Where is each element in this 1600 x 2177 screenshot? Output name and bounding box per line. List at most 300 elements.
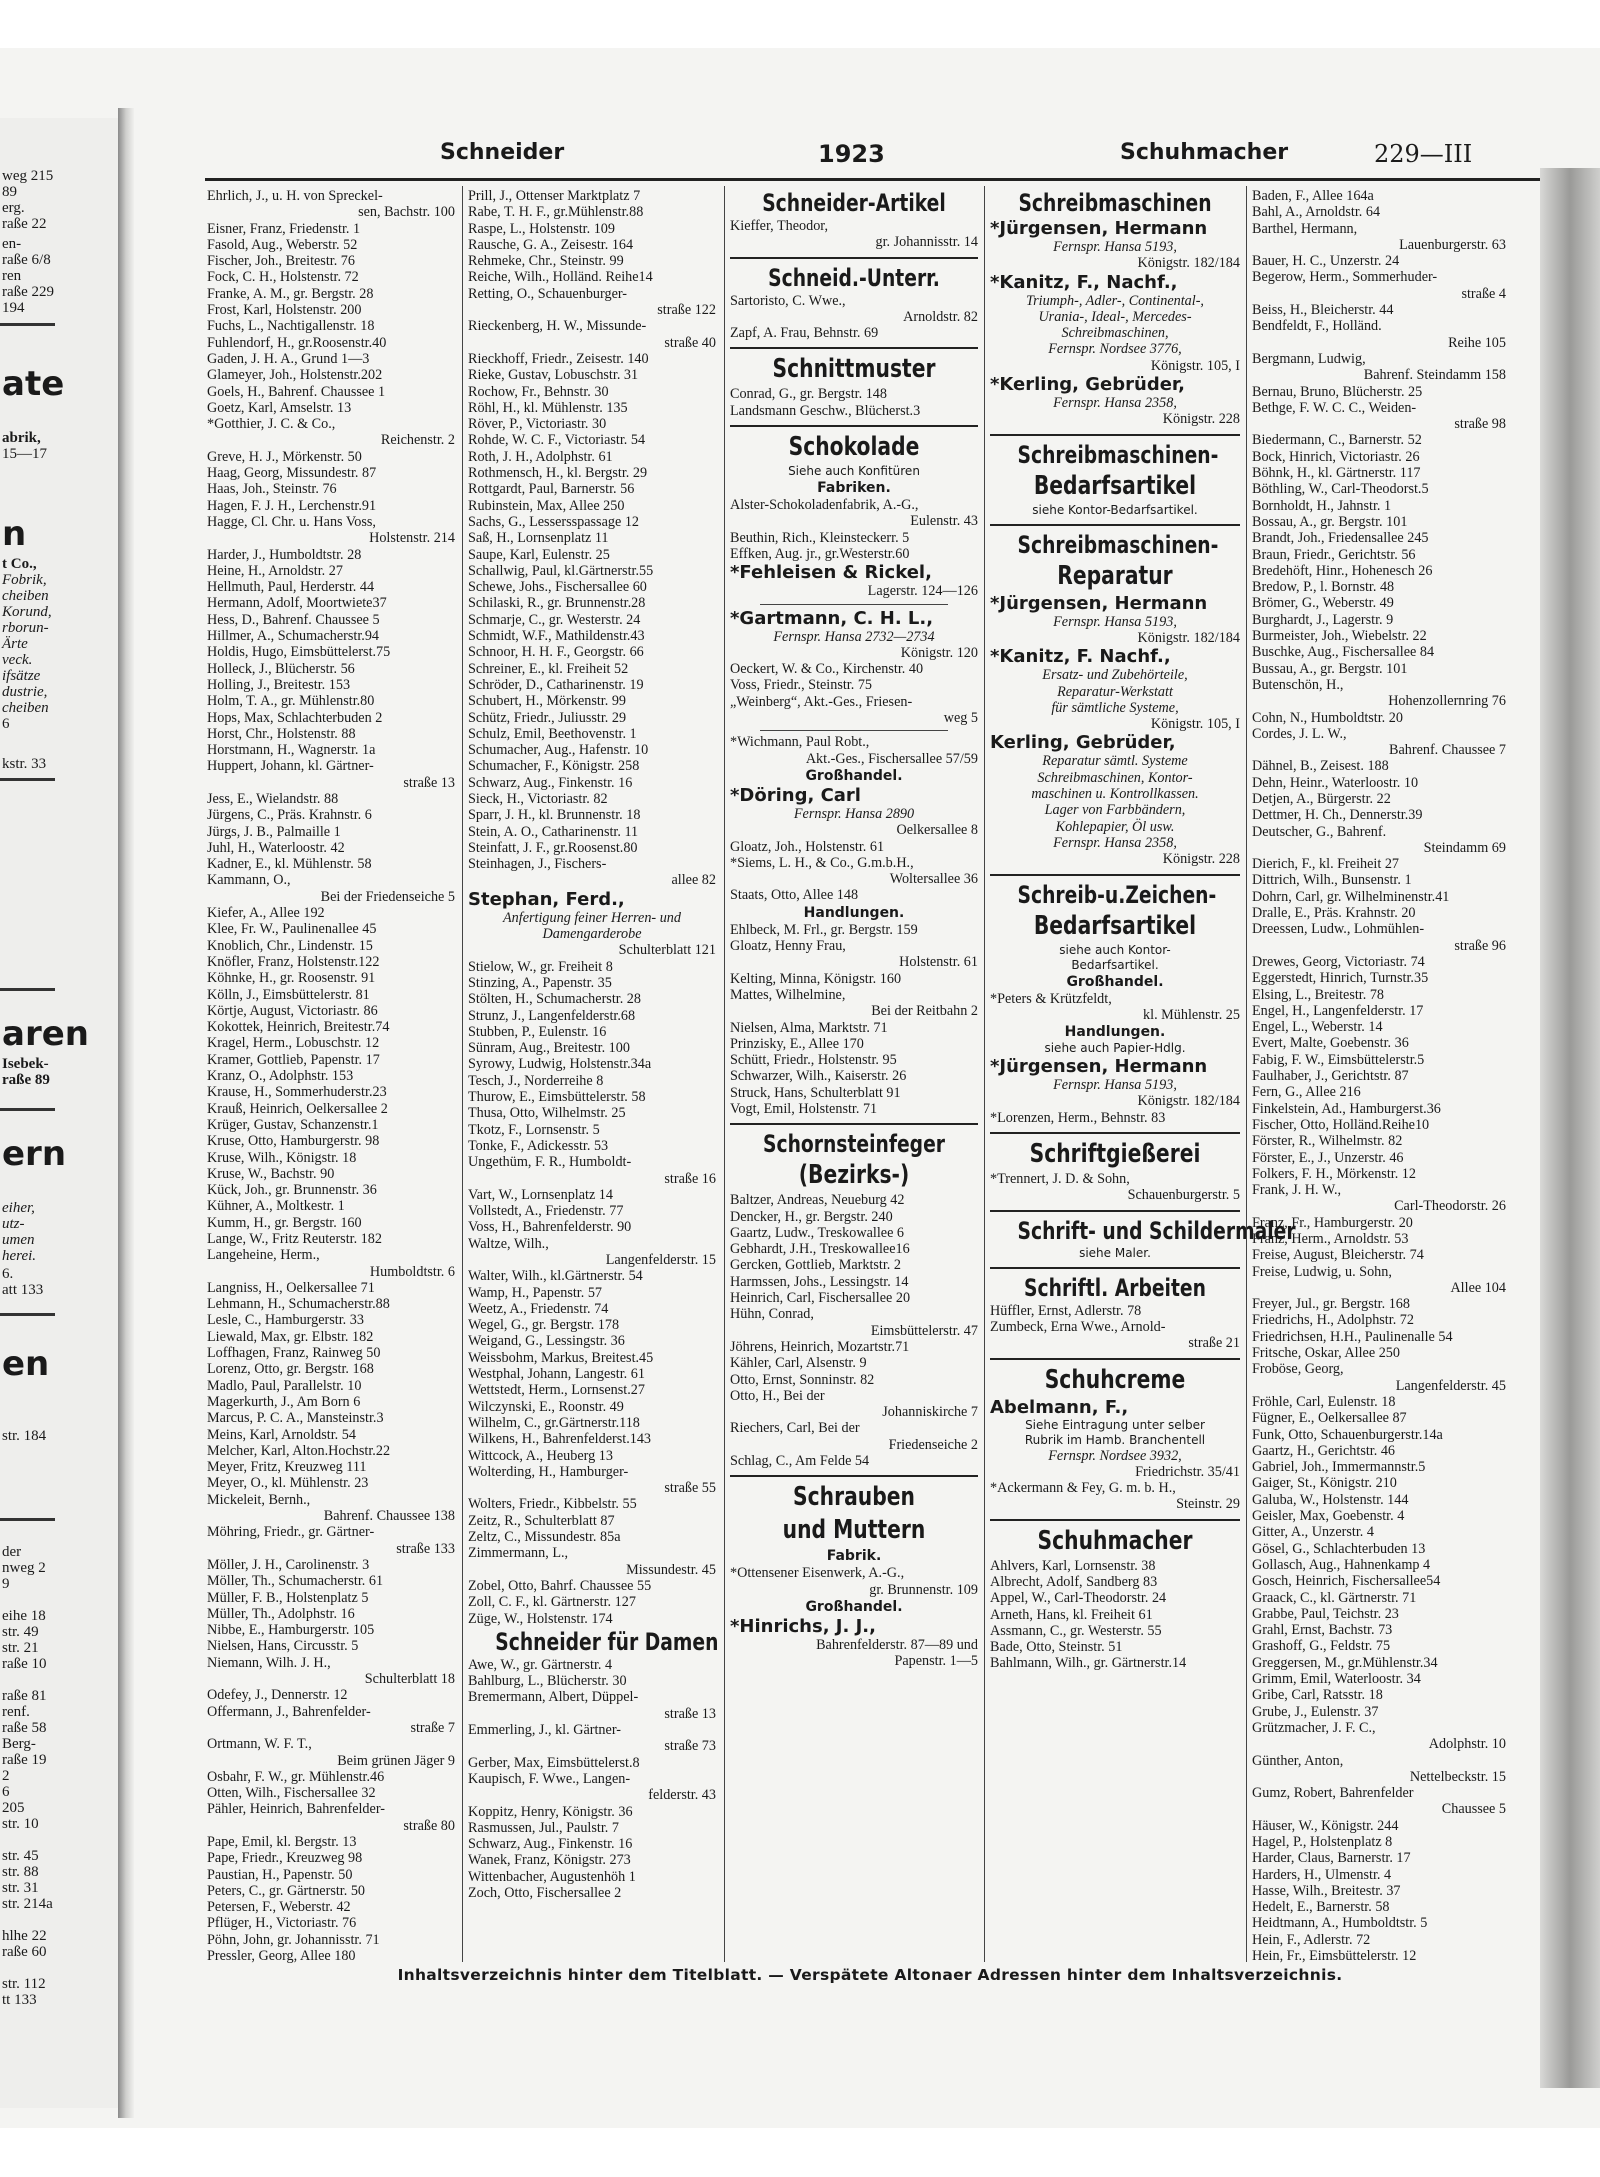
entry-continuation: straße 16 (664, 1170, 716, 1187)
entry-continuation: Lauenburgerstr. 63 (1399, 236, 1506, 253)
directory-entry: Knoblich, Chr., Lindenstr. 15 (207, 937, 373, 954)
directory-entry: Emmerling, J., kl. Gärtner- (468, 1722, 621, 1739)
directory-entry: Deutscher, G., Bahrenf. (1252, 823, 1387, 840)
header-page-number: 229—III (1374, 140, 1473, 168)
directory-entry: Juhl, H., Waterloostr. 42 (207, 839, 345, 856)
left-page-fragment: aren (2, 1014, 89, 1054)
directory-entry: Paustian, H., Papenstr. 50 (207, 1866, 353, 1883)
directory-entry: Vogt, Emil, Holstenstr. 71 (730, 1100, 878, 1117)
directory-entry: Biedermann, C., Barnerstr. 52 (1252, 432, 1422, 449)
directory-entry: Petersen, F., Weberstr. 42 (207, 1899, 351, 1916)
directory-entry: Heinrich, Carl, Fischersallee 20 (730, 1290, 911, 1307)
directory-entry: Holleck, J., Blücherstr. 56 (207, 660, 355, 677)
directory-entry: Hühn, Conrad, (730, 1306, 814, 1323)
directory-entry: Gumz, Robert, Bahrenfelder (1252, 1785, 1414, 1802)
entry-continuation: straße 40 (664, 334, 716, 351)
directory-entry: Sachs, G., Lessersspassage 12 (468, 513, 640, 530)
directory-entry: Grashoff, G., Feldstr. 75 (1252, 1638, 1391, 1655)
directory-entry: Schlag, C., Am Felde 54 (730, 1453, 870, 1470)
column-divider (984, 186, 985, 1962)
directory-entry: Conrad, G., gr. Bergstr. 148 (730, 386, 887, 403)
directory-entry: Meins, Karl, Arnoldstr. 54 (207, 1426, 356, 1443)
entry-continuation: weg 5 (943, 710, 978, 727)
directory-entry: Gercken, Gottlieb, Marktstr. 2 (730, 1257, 901, 1274)
section-rule (990, 524, 1240, 526)
directory-entry: Hasse, Wilh., Breitestr. 37 (1252, 1882, 1401, 1899)
entry-continuation: Nettelbeckstr. 15 (1409, 1768, 1506, 1785)
directory-entry: Fröhle, Carl, Eulenstr. 18 (1252, 1393, 1396, 1410)
directory-entry: Rabe, T. H. F., gr.Mühlenstr.88 (468, 204, 644, 221)
left-page-edge (0, 118, 118, 2108)
left-page-fragment: cheiben (2, 588, 49, 604)
directory-entry: Schmarje, C., gr. Westerstr. 24 (468, 611, 641, 628)
directory-entry: Alster-Schokoladenfabrik, A.-G., (730, 497, 919, 514)
left-page-fragment: raße 81 (2, 1688, 47, 1704)
column-4 (990, 188, 1296, 1961)
directory-entry: Retting, O., Schauenburger- (468, 285, 628, 302)
directory-entry: Thusa, Otto, Wilhelmstr. 25 (468, 1105, 626, 1122)
left-page-fragment: raße 6/8 (2, 252, 51, 268)
featured-entry-name: *Kanitz, F. Nachf., (990, 646, 1171, 668)
directory-entry: Rausche, G. A., Zeisestr. 164 (468, 236, 634, 253)
directory-entry: Grahl, Ernst, Bachstr. 73 (1252, 1622, 1393, 1639)
directory-entry: Haas, Joh., Steinstr. 76 (207, 481, 337, 498)
directory-entry: Bahl, A., Arnoldstr. 64 (1252, 204, 1381, 221)
directory-entry: Niemann, Wilh. J. H., (207, 1654, 331, 1671)
directory-entry: Körtje, August, Victoriastr. 86 (207, 1002, 378, 1019)
directory-entry: Dierich, F., kl. Freiheit 27 (1252, 856, 1400, 873)
directory-entry: Hermann, Adolf, Moortwiete37 (207, 595, 387, 612)
directory-entry: Schwarz, Aug., Finkenstr. 16 (468, 774, 633, 791)
directory-entry: Bossau, A., gr. Bergstr. 101 (1252, 513, 1408, 530)
column-divider (724, 186, 725, 1962)
directory-entry: Fuchs, L., Nachtigallenstr. 18 (207, 318, 375, 335)
entry-continuation: Akt.-Ges., Fischersallee 57/59 (805, 750, 978, 767)
entry-detail: Fernspr. Hansa 2890 (793, 805, 915, 822)
entry-continuation: Bei der Friedenseiche 5 (320, 888, 455, 905)
directory-entry: Häuser, W., Königstr. 244 (1252, 1817, 1399, 1834)
directory-entry: Froböse, Georg, (1252, 1361, 1344, 1378)
section-note: Siehe Eintragung unter selber (1025, 1417, 1205, 1432)
directory-entry: Gebhardt, J.H., Treskowallee16 (730, 1241, 910, 1258)
directory-entry: Engel, H., Langenfelderstr. 17 (1252, 1002, 1424, 1019)
directory-entry: Gaiger, St., Königstr. 210 (1252, 1475, 1397, 1492)
entry-continuation: straße 98 (1454, 416, 1506, 433)
directory-entry: Schmidt, W.F., Mathildenstr.43 (468, 628, 645, 645)
left-page-fragment: tt 133 (2, 1992, 37, 2008)
directory-entry: Sünram, Aug., Breitestr. 100 (468, 1040, 630, 1057)
directory-entry: Schwarzer, Wilh., Kaiserstr. 26 (730, 1068, 907, 1085)
directory-entry: Koppitz, Henry, Königstr. 36 (468, 1803, 633, 1820)
directory-entry: Kühner, A., Moltkestr. 1 (207, 1198, 345, 1215)
directory-entry: *Ackermann & Fey, G. m. b. H., (990, 1480, 1176, 1497)
entry-separator (760, 730, 948, 731)
directory-entry: Offermann, J., Bahrenfelder- (207, 1703, 371, 1720)
directory-entry: Fuhlendorf, H., gr.Roosenstr.40 (207, 334, 387, 351)
directory-entry: Möhring, Friedr., gr. Gärtner- (207, 1524, 375, 1541)
left-page-fragment: 205 (2, 1800, 25, 1816)
directory-entry: Tkotz, F., Lornsenstr. 5 (468, 1121, 600, 1138)
left-page-fragment: eihe 18 (2, 1608, 46, 1624)
directory-entry: Bauer, H. C., Unzerstr. 24 (1252, 253, 1400, 270)
entry-detail: Triumph-, Adler-, Continental-, (1026, 292, 1204, 309)
left-page-fragment: Isebek- (2, 1056, 49, 1072)
section-rule (730, 1475, 978, 1477)
section-heading: Schneider-Artikel (762, 189, 946, 217)
entry-continuation: Schauenburgerstr. 5 (1127, 1187, 1240, 1204)
entry-detail: Fernspr. Nordsee 3932, (1048, 1447, 1182, 1464)
section-rule (730, 257, 978, 259)
directory-entry: Rothmensch, H., kl. Bergstr. 29 (468, 465, 648, 482)
left-page-fragment: str. 214a (2, 1896, 53, 1912)
directory-entry: Hops, Max, Schlachterbuden 2 (207, 709, 383, 726)
directory-entry: Ungethüm, F. R., Humboldt- (468, 1154, 632, 1171)
directory-entry: Fischer, Otto, Holländ.Reihe10 (1252, 1116, 1430, 1133)
left-page-fragment: ate (2, 364, 65, 404)
directory-entry: Hein, F., Adlerstr. 72 (1252, 1931, 1371, 1948)
entry-continuation: Missundestr. 45 (626, 1561, 716, 1578)
featured-entry-name: Abelmann, F., (990, 1396, 1129, 1418)
left-page-fragment: en- (2, 236, 22, 252)
directory-entry: Buschke, Aug., Fischersallee 84 (1252, 644, 1435, 661)
directory-entry: Evert, Malte, Goebenstr. 36 (1252, 1035, 1409, 1052)
directory-entry: Detjen, A., Bürgerstr. 22 (1252, 790, 1391, 807)
section-rule (990, 1132, 1240, 1134)
category-label: Fabrik. (826, 1548, 882, 1565)
directory-entry: Bornholdt, H., Jahnstr. 1 (1252, 497, 1392, 514)
directory-entry: Struck, Hans, Schulterblatt 91 (730, 1084, 901, 1101)
directory-entry: Dähnel, B., Zeisest. 188 (1252, 758, 1389, 775)
directory-entry: Pape, Friedr., Kreuzweg 98 (207, 1850, 363, 1867)
directory-entry: Loffhagen, Franz, Rainweg 50 (207, 1345, 381, 1362)
entry-detail: Urania-, Ideal-, Mercedes- (1038, 308, 1192, 325)
directory-entry: Fritsche, Oskar, Allee 250 (1252, 1345, 1400, 1362)
directory-entry: *Wichmann, Paul Robt., (730, 734, 870, 751)
section-heading: Schreibmaschinen- (1017, 440, 1219, 469)
left-page-fragment: abrik, (2, 430, 41, 446)
directory-entry: Kähler, Carl, Alsenstr. 9 (730, 1355, 867, 1372)
directory-entry: Steinhagen, J., Fischers- (468, 856, 607, 873)
directory-entry: Rasmussen, Jul., Paulstr. 7 (468, 1819, 619, 1836)
left-page-fragment: hlhe 22 (2, 1928, 47, 1944)
entry-continuation: straße 80 (403, 1817, 455, 1834)
section-heading: Schreib-u.Zeichen- (1017, 880, 1217, 909)
directory-entry: Nielsen, Hans, Circusstr. 5 (207, 1638, 359, 1655)
entry-continuation: Langenfelderstr. 15 (605, 1252, 716, 1268)
section-heading: Schreibmaschinen (1018, 189, 1212, 217)
directory-entry: Jess, E., Wielandstr. 88 (207, 790, 339, 807)
directory-entry: Dehn, Heinr., Waterloostr. 10 (1252, 774, 1419, 791)
directory-entry: Hillmer, A., Schumacherstr.94 (207, 628, 380, 645)
directory-entry: Grube, J., Eulenstr. 37 (1252, 1703, 1379, 1720)
directory-entry: Nibbe, E., Hamburgerstr. 105 (207, 1622, 375, 1639)
entry-detail: Lager von Farbbändern, (1044, 802, 1186, 819)
directory-entry: Galuba, W., Holstenstr. 144 (1252, 1491, 1409, 1508)
left-page-fragment: t Co., (2, 556, 37, 572)
directory-entry: Thurow, E., Eimsbüttelerstr. 58 (468, 1089, 646, 1106)
left-page-fragment: nweg 2 (2, 1560, 46, 1576)
directory-entry: Kragel, Herm., Lobuschstr. 12 (207, 1035, 380, 1052)
directory-entry: Gaartz, Ludw., Treskowallee 6 (730, 1224, 905, 1241)
left-page-fragment: 6 (2, 716, 10, 732)
entry-continuation: Beim grünen Jäger 9 (337, 1752, 455, 1769)
directory-entry: Steinfatt, J. F., gr.Roosenst.80 (468, 839, 638, 856)
directory-entry: Schütt, Friedr., Holstenstr. 95 (730, 1052, 897, 1069)
directory-entry: Jürgens, C., Präs. Krahnstr. 6 (207, 807, 372, 824)
section-heading: und Muttern (782, 1515, 926, 1546)
directory-entry: Ehlbeck, M. Frl., gr. Bergstr. 159 (730, 921, 918, 938)
directory-entry: Pähler, Heinrich, Bahrenfelder- (207, 1801, 385, 1818)
entry-continuation: sen, Bachstr. 100 (358, 204, 455, 221)
directory-entry: Dralle, E., Präs. Krahnstr. 20 (1252, 905, 1416, 922)
left-page-fragment: Ärte (2, 636, 28, 652)
entry-continuation: Johanniskirche 7 (882, 1404, 978, 1421)
section-heading: (Bezirks-) (798, 1160, 910, 1191)
directory-entry: Kieffer, Theodor, (730, 218, 829, 234)
directory-entry: Bendfeldt, F., Holländ. (1252, 318, 1382, 335)
section-heading: Schneid.-Unterr. (768, 263, 940, 292)
directory-entry: Grimm, Emil, Waterloostr. 34 (1252, 1671, 1421, 1688)
section-heading: Schriftgießerei (1029, 1139, 1201, 1170)
directory-entry: Staats, Otto, Allee 148 (730, 887, 859, 904)
directory-entry: Zobel, Otto, Bahrf. Chaussee 55 (468, 1577, 652, 1594)
directory-entry: Landsmann Geschw., Blücherst.3 (730, 402, 921, 419)
left-page-fragment: erg. (2, 200, 25, 216)
directory-entry: Hagge, Cl. Chr. u. Hans Voss, (207, 513, 376, 530)
featured-entry-name: *Fehleisen & Rickel, (730, 562, 932, 584)
directory-entry: Heidtmann, A., Humboldtstr. 5 (1252, 1915, 1428, 1932)
directory-entry: Wittcock, A., Heuberg 13 (468, 1447, 613, 1464)
directory-entry: Rieke, Gustav, Lobuschstr. 31 (468, 367, 639, 384)
directory-entry: Stein, A. O., Catharinenstr. 11 (468, 823, 639, 840)
directory-entry: Sparr, J. H., kl. Brunnenstr. 18 (468, 807, 641, 824)
directory-entry: Osbahr, F. W., gr. Mühlenstr.46 (207, 1768, 385, 1785)
featured-entry-name: *Jürgensen, Hermann (990, 1056, 1208, 1078)
directory-entry: Weissbohm, Markus, Breitest.45 (468, 1349, 654, 1366)
directory-entry: Jöhrens, Heinrich, Mozartstr.71 (730, 1338, 910, 1355)
directory-entry: Rubinstein, Max, Allee 250 (468, 497, 625, 514)
directory-entry: Bussau, A., gr. Bergstr. 101 (1252, 660, 1408, 677)
directory-entry: Freise, Ludwig, u. Sohn, (1252, 1263, 1392, 1280)
directory-entry: Holling, J., Breitestr. 153 (207, 676, 351, 693)
section-rule (730, 1123, 978, 1125)
directory-entry: „Weinberg“, Akt.-Ges., Friesen- (730, 693, 913, 710)
directory-entry: Gaden, J. H. A., Grund 1—3 (207, 350, 370, 367)
category-label: Großhandel. (805, 767, 903, 784)
directory-entry: Westphal, Johann, Langestr. 61 (468, 1366, 645, 1383)
directory-entry: Baltzer, Andreas, Neueburg 42 (730, 1192, 905, 1209)
directory-entry: Greve, H. J., Mörkenstr. 50 (207, 448, 362, 465)
entry-continuation: Langenfelderstr. 45 (1395, 1377, 1506, 1394)
directory-entry: Schubert, H., Mörkenstr. 99 (468, 693, 627, 710)
directory-entry: Bethge, F. W. C. C., Weiden- (1252, 399, 1417, 416)
featured-entry-name: *Gartmann, C. H. L., (730, 607, 934, 629)
left-page-fragment: raße 229 (2, 284, 55, 300)
left-page-fragment: rborun- (2, 620, 49, 636)
left-page-fragment: herei. (2, 1248, 37, 1264)
left-page-fragment: 9 (2, 1576, 10, 1592)
left-page-fragment: raße 58 (2, 1720, 47, 1736)
directory-entry: Magerkurth, J., Am Born 6 (207, 1393, 361, 1410)
entry-continuation: Königstr. 105, I (1150, 357, 1240, 374)
left-page-fragment: weg 215 (2, 168, 54, 184)
left-page-fragment: 6. (2, 1266, 14, 1282)
entry-detail: Schreibmaschinen, (1061, 325, 1169, 342)
directory-entry: Zimmermann, L., (468, 1545, 569, 1562)
directory-entry: Franz, Herm., Arnoldstr. 53 (1252, 1231, 1409, 1247)
directory-entry: Goels, H., Bahrenf. Chaussee 1 (207, 383, 386, 400)
entry-continuation: Holstenstr. 214 (369, 530, 455, 547)
directory-entry: Otto, Ernst, Sonninstr. 82 (730, 1371, 875, 1388)
directory-entry: Harder, Claus, Barnerstr. 17 (1252, 1850, 1411, 1867)
entry-continuation: Königstr. 182/184 (1137, 629, 1240, 646)
directory-entry: Cohn, N., Humboldtstr. 20 (1252, 709, 1403, 726)
section-note: siehe Maler. (1079, 1245, 1151, 1260)
left-page-rule (0, 778, 55, 781)
column-divider (462, 186, 463, 1962)
directory-entry: Gloatz, Joh., Holstenstr. 61 (730, 838, 885, 855)
entry-continuation: Woltersallee 36 (889, 871, 978, 888)
entry-continuation: Humboldtstr. 6 (369, 1263, 455, 1280)
entry-continuation: kl. Mühlenstr. 25 (1143, 1006, 1240, 1023)
directory-entry: Gaartz, H., Gerichtstr. 46 (1252, 1442, 1396, 1459)
directory-entry: Otten, Wilh., Fischersallee 32 (207, 1785, 376, 1802)
directory-entry: Hess, D., Bahrenf. Chaussee 5 (207, 611, 380, 628)
entry-continuation: Carl-Theodorstr. 26 (1394, 1198, 1506, 1215)
directory-entry: Engel, L., Weberstr. 14 (1252, 1019, 1383, 1036)
entry-continuation: straße 55 (664, 1480, 716, 1497)
entry-continuation: Papenstr. 1—5 (894, 1653, 978, 1670)
section-heading: Reparatur (1057, 560, 1173, 591)
entry-continuation: Eimsbüttelerstr. 47 (870, 1322, 978, 1339)
directory-entry: Butenschön, H., (1252, 676, 1344, 693)
entry-continuation: Hohenzollernring 76 (1388, 693, 1506, 710)
directory-entry: Röver, P., Victoriastr. 30 (468, 416, 607, 433)
directory-entry: Rieckenberg, H. W., Missunde- (468, 318, 647, 335)
section-rule (990, 1267, 1240, 1269)
directory-entry: Wanek, Franz, Königstr. 273 (468, 1852, 631, 1869)
left-page-rule (0, 323, 55, 326)
directory-entry: Wolters, Friedr., Kibbelstr. 55 (468, 1496, 637, 1513)
section-heading: Bedarfsartikel (1033, 470, 1197, 501)
directory-entry: Cordes, J. L. W., (1252, 725, 1347, 742)
directory-entry: Effken, Aug. jr., gr.Westerstr.60 (730, 545, 910, 562)
entry-detail: Anfertigung feiner Herren- und (503, 909, 681, 926)
entry-continuation: Bei der Reitbahn 2 (871, 1003, 978, 1020)
category-label: Großhandel. (805, 1598, 903, 1615)
directory-entry: Franz, Fr., Hamburgerstr. 20 (1252, 1214, 1413, 1231)
directory-entry: Rieckhoff, Friedr., Zeisestr. 140 (468, 350, 649, 367)
directory-entry: Krauß, Heinrich, Oelkersallee 2 (207, 1100, 388, 1117)
directory-entry: Arneth, Hans, kl. Freiheit 61 (990, 1606, 1153, 1623)
entry-continuation: Königstr. 182/184 (1137, 1093, 1240, 1110)
left-page-fragment: str. 31 (2, 1880, 39, 1896)
entry-detail: Damengarderobe (542, 926, 642, 943)
left-page-fragment: str. 10 (2, 1816, 39, 1832)
entry-continuation: straße 4 (1461, 285, 1506, 302)
entry-detail: Fernspr. Hansa 5193, (1053, 239, 1177, 255)
directory-entry: Odefey, J., Dennerstr. 12 (207, 1687, 348, 1704)
directory-entry: Hedelt, E., Barnerstr. 58 (1252, 1899, 1390, 1916)
entry-continuation: straße 133 (396, 1540, 455, 1557)
directory-entry: Brandt, Joh., Friedensallee 245 (1252, 530, 1429, 547)
directory-entry: Lesle, C., Hamburgerstr. 33 (207, 1312, 364, 1329)
section-heading: Schokolade (788, 432, 920, 463)
directory-entry: Dencker, H., gr. Bergstr. 240 (730, 1208, 893, 1225)
directory-entry: Hagel, P., Holstenplatz 8 (1252, 1833, 1393, 1850)
section-note: Siehe auch Konfitüren (788, 464, 920, 479)
left-page-fragment: en (2, 1344, 50, 1384)
featured-entry-name: *Jürgensen, Hermann (990, 218, 1208, 239)
directory-entry: Schewe, Johs., Fischersallee 60 (468, 579, 647, 596)
left-page-fragment: 6 (2, 1784, 10, 1800)
directory-entry: Gribe, Carl, Ratsstr. 18 (1252, 1687, 1383, 1704)
directory-entry: Wamp, H., Papenstr. 57 (468, 1284, 603, 1301)
directory-entry: Glameyer, Joh., Holstenstr.202 (207, 367, 383, 384)
directory-entry: Holm, T. A., gr. Mühlenstr.80 (207, 693, 375, 710)
left-page-fragment: raße 10 (2, 1656, 47, 1672)
directory-entry: Gosch, Heinrich, Fischersallee54 (1252, 1573, 1441, 1590)
section-heading: Schnittmuster (772, 354, 936, 385)
directory-entry: Finkelstein, Ad., Hamburgerst.36 (1252, 1100, 1441, 1117)
directory-entry: Burmeister, Joh., Wiebelstr. 22 (1252, 628, 1427, 645)
directory-entry: Greggersen, M., gr.Mühlenstr.34 (1252, 1654, 1438, 1671)
column-3 (730, 188, 978, 1961)
featured-entry-name: *Kanitz, F., Nachf., (990, 271, 1178, 293)
left-page-fragment: 15—17 (2, 446, 47, 462)
directory-entry: Langniss, H., Oelkersallee 71 (207, 1279, 375, 1296)
left-page-fragment: dustrie, (2, 684, 48, 700)
left-page-fragment: renf. (2, 1704, 30, 1720)
directory-entry: Harders, H., Ulmenstr. 4 (1252, 1866, 1392, 1883)
directory-entry: Otto, H., Bei der (730, 1387, 825, 1404)
directory-entry: Bahlmann, Wilh., gr. Gärtnerstr.14 (990, 1655, 1187, 1672)
left-page-fragment: str. 21 (2, 1640, 39, 1656)
directory-entry: Fern, G., Allee 216 (1252, 1084, 1361, 1101)
left-page-fragment: Fobrik, (2, 572, 47, 588)
featured-entry-name: *Jürgensen, Hermann (990, 592, 1208, 614)
directory-entry: Hagen, F. J. H., Lerchenstr.91 (207, 497, 377, 514)
directory-entry: Kammann, O., (207, 872, 291, 889)
entry-continuation: Reichenstr. 2 (380, 432, 455, 449)
section-note: siehe auch Kontor- (1059, 942, 1171, 957)
directory-entry: Brömer, G., Weberstr. 49 (1252, 595, 1394, 612)
section-heading: Schneider für Damen (495, 1627, 719, 1656)
directory-entry: Meyer, Fritz, Kreuzweg 111 (207, 1459, 367, 1476)
entry-continuation: gr. Brunnenstr. 109 (869, 1581, 978, 1598)
directory-entry: Appel, W., Carl-Theodorstr. 24 (990, 1590, 1167, 1607)
directory-entry: Klee, Fr. W., Paulinenallee 45 (207, 921, 377, 938)
entry-continuation: Königstr. 228 (1162, 411, 1240, 428)
entry-continuation: Friedrichstr. 35/41 (1135, 1463, 1240, 1480)
featured-entry-name: Stephan, Ferd., (468, 888, 625, 910)
left-page-rule (0, 1313, 55, 1316)
directory-entry: Zeltz, C., Missundestr. 85a (468, 1529, 621, 1546)
left-page-fragment: 89 (2, 184, 17, 200)
directory-entry: Sartoristo, C. Wwe., (730, 292, 846, 309)
entry-continuation: Reihe 105 (1448, 334, 1506, 351)
section-rule (730, 347, 978, 349)
entry-detail: Fernspr. Hansa 2358, (1053, 834, 1177, 851)
directory-entry: Friedrichs, H., Adolphstr. 72 (1252, 1312, 1414, 1329)
entry-separator (760, 604, 948, 605)
directory-entry: Frost, Karl, Holstenstr. 200 (207, 302, 362, 319)
directory-entry: Fügner, E., Oelkersallee 87 (1252, 1410, 1407, 1427)
directory-entry: Schwarz, Aug., Finkenstr. 16 (468, 1836, 633, 1853)
left-page-fragment: str. 49 (2, 1624, 39, 1640)
directory-entry: Funk, Otto, Schauenburgerstr.14a (1252, 1426, 1443, 1443)
entry-continuation: Königstr. 228 (1162, 851, 1240, 868)
